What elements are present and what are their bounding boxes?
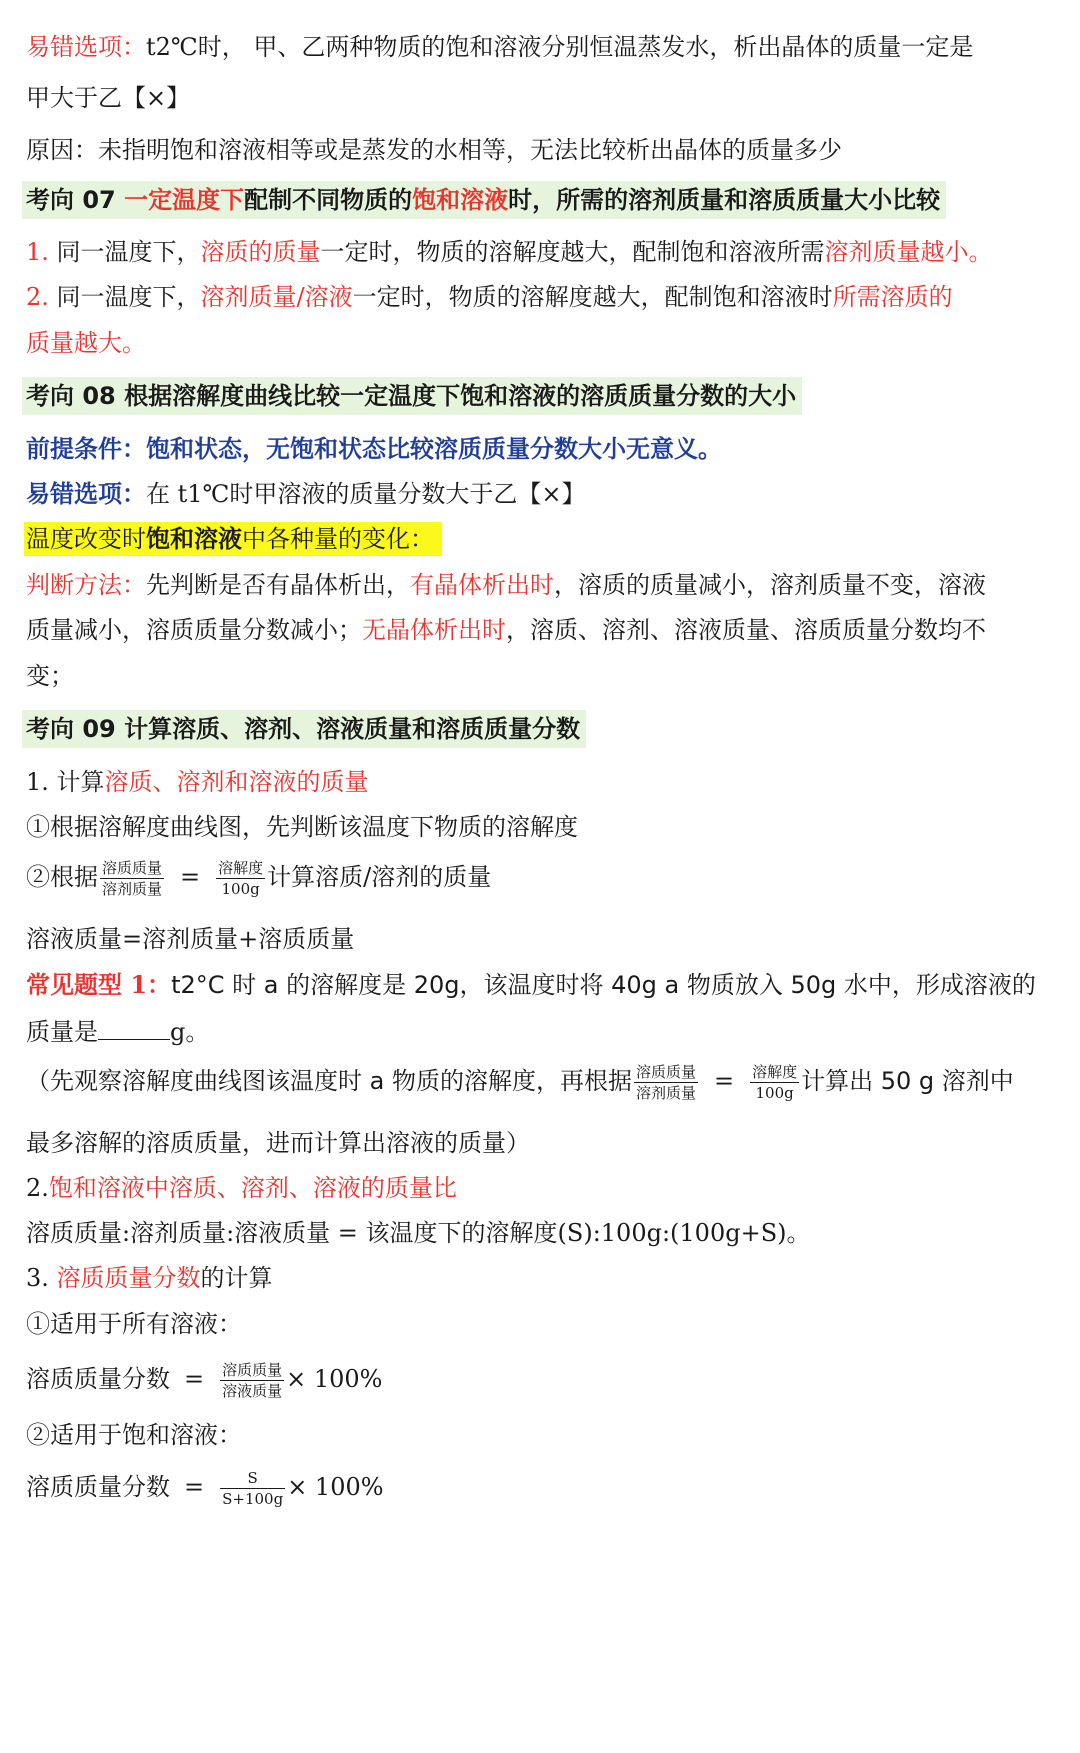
calc-1-key: 溶质、溶剂和溶液的质量 bbox=[104, 768, 369, 796]
saturated-solutions-line bbox=[26, 1418, 1054, 1452]
error-option-text-cont: 甲大于乙【×】 bbox=[26, 84, 191, 112]
error-option-2-text: 在 t1℃时甲溶液的质量分数大于乙【×】 bbox=[146, 480, 586, 508]
precondition-text: 前提条件：饱和状态，无饱和状态比较溶质质量分数大小无意义。 bbox=[26, 434, 722, 463]
question-type-1-unit: g。 bbox=[170, 1018, 210, 1046]
mass-fraction-label-1: 溶质质量分数 bbox=[26, 1365, 170, 1393]
precondition-line bbox=[26, 432, 1054, 466]
rule-2-text-1: 同一温度下， bbox=[56, 283, 201, 311]
judgment-method-text-4: ，溶质、溶剂、溶液质量、溶质质量分数均不 bbox=[506, 616, 986, 644]
rule-1-text-2: 一定时，物质的溶解度越大，配制饱和溶液所需 bbox=[320, 238, 825, 266]
ratio-fraction-2 bbox=[216, 858, 265, 899]
calc-2-number: 2. bbox=[26, 1174, 49, 1202]
calc-2-line bbox=[26, 1171, 1054, 1205]
rule-1-line bbox=[26, 235, 1054, 269]
calc-3-number: 3. bbox=[26, 1264, 49, 1292]
calc-3-suffix: 的计算 bbox=[200, 1264, 273, 1292]
hint-text-1: （先观察溶解度曲线图该温度时 a 物质的溶解度，再根据 bbox=[26, 1067, 632, 1095]
error-option-label: 易错选项： bbox=[26, 33, 146, 61]
question-type-1-line-cont bbox=[26, 1013, 1054, 1049]
section-07-text-2: 时，所需的溶剂质量和溶质质量大小比较 bbox=[508, 186, 941, 214]
calc-1-line bbox=[26, 765, 1054, 799]
hint-text-3: 最多溶解的溶质质量，进而计算出溶液的质量） bbox=[26, 1129, 530, 1157]
ratio-fraction-1-numerator: 溶质质量 bbox=[102, 859, 163, 877]
section-08-title: 考向 08 根据溶解度曲线比较一定温度下饱和溶液的溶质质量分数的大小 bbox=[22, 377, 802, 415]
hint-fraction-2 bbox=[750, 1062, 799, 1103]
all-solutions-line bbox=[26, 1307, 1054, 1341]
ratio-fraction-2-numerator: 溶解度 bbox=[218, 859, 264, 877]
error-option-line bbox=[26, 30, 1054, 64]
section-09-title: 考向 09 计算溶质、溶剂、溶液质量和溶质质量分数 bbox=[22, 710, 586, 748]
hint-fraction-1 bbox=[634, 1062, 698, 1103]
rule-2-text-2: 一定时，物质的溶解度越大，配制饱和溶液时 bbox=[352, 283, 833, 311]
mass-ratio-line bbox=[26, 1216, 1054, 1250]
question-type-1-text: t2°C 时 a 的溶解度是 20g，该温度时将 40g a 物质放入 50g 水中，形成溶液的 bbox=[171, 971, 1036, 999]
question-type-1-text-cont: 质量是 bbox=[26, 1018, 98, 1046]
judgment-method-text-2: ，溶质的质量减小，溶剂质量不变，溶液 bbox=[554, 571, 986, 599]
rule-2-key-2-cont: 质量越大。 bbox=[26, 329, 146, 357]
ratio-fraction-2-denominator: 100g bbox=[221, 880, 260, 898]
error-option-2-line bbox=[26, 477, 1054, 511]
reason-line bbox=[26, 133, 1054, 167]
equals-sign: = bbox=[180, 863, 201, 891]
hint-equals-sign: = bbox=[713, 1067, 735, 1095]
mass-fraction-numerator-2: S bbox=[220, 1468, 285, 1489]
hint-fraction-1-denominator: 溶剂质量 bbox=[635, 1084, 696, 1102]
section-09-heading bbox=[26, 710, 1054, 748]
all-solutions-text: ①适用于所有溶液： bbox=[26, 1310, 242, 1338]
mass-fraction-numerator-1: 溶质质量 bbox=[222, 1361, 283, 1379]
hint-line bbox=[26, 1062, 1054, 1103]
mass-ratio-formula: 溶质质量:溶剂质量:溶液质量 = 该温度下的溶解度(S):100g:(100g+S)。 bbox=[26, 1219, 811, 1247]
solution-mass-line bbox=[26, 922, 1054, 956]
calc-3-line bbox=[26, 1261, 1054, 1295]
rule-1-number: 1. bbox=[26, 238, 49, 266]
judgment-method-line-2 bbox=[26, 613, 1054, 647]
rule-2-key-1: 溶剂质量/溶液 bbox=[200, 283, 353, 311]
question-type-1-line bbox=[26, 968, 1054, 1002]
calc-step-2-line bbox=[26, 858, 1054, 899]
judgment-method-text-3: 质量减小，溶质质量分数减小； bbox=[26, 616, 362, 644]
hint-fraction-1-numerator: 溶质质量 bbox=[635, 1063, 696, 1081]
mass-fraction-percent-2: × 100% bbox=[287, 1473, 384, 1501]
section-07-text-1: 配制不同物质的 bbox=[244, 186, 413, 214]
judgment-method-text-1: 先判断是否有晶体析出， bbox=[146, 571, 410, 599]
temperature-change-text-1: 温度改变时 bbox=[26, 525, 146, 553]
temperature-change-key: 饱和溶液 bbox=[146, 524, 242, 553]
mass-fraction-denominator-1: 溶液质量 bbox=[222, 1382, 283, 1400]
rule-2-key-2: 所需溶质的 bbox=[832, 283, 953, 311]
rule-2-line bbox=[26, 280, 1054, 314]
calc-1-prefix: 1. 计算 bbox=[26, 768, 105, 796]
judgment-method-text-5: 变； bbox=[26, 662, 74, 690]
solution-mass-formula: 溶液质量=溶剂质量+溶质质量 bbox=[26, 925, 355, 953]
calc-step-2-suffix: 计算溶质/溶剂的质量 bbox=[267, 863, 492, 891]
rule-2-number: 2. bbox=[26, 283, 49, 311]
mass-fraction-label-2: 溶质质量分数 bbox=[26, 1473, 170, 1501]
calc-step-2-prefix: ②根据 bbox=[26, 863, 98, 891]
mass-fraction-denominator-2: S+100g bbox=[222, 1490, 284, 1508]
calc-step-1-line bbox=[26, 810, 1054, 844]
rule-1-key-1: 溶质的质量 bbox=[200, 238, 321, 266]
rule-1-text-1: 同一温度下， bbox=[56, 238, 201, 266]
mass-fraction-percent-1: × 100% bbox=[286, 1365, 383, 1393]
mass-fraction-equals-2: = bbox=[184, 1473, 205, 1501]
rule-1-key-2: 溶剂质量越小。 bbox=[824, 238, 993, 266]
section-07-number: 考向 07 bbox=[26, 186, 125, 214]
saturated-solutions-text: ②适用于饱和溶液： bbox=[26, 1421, 242, 1449]
answer-blank[interactable] bbox=[98, 1013, 170, 1040]
ratio-fraction-1-denominator: 溶剂质量 bbox=[102, 880, 163, 898]
error-option-text: t2℃时， 甲、乙两种物质的饱和溶液分别恒温蒸发水，析出晶体的质量一定是 bbox=[146, 33, 974, 61]
calc-2-key: 饱和溶液中溶质、溶剂、溶液的质量比 bbox=[48, 1174, 457, 1202]
section-07-heading bbox=[26, 181, 1054, 219]
hint-text-2: 计算出 50 g 溶剂中 bbox=[801, 1067, 1014, 1095]
hint-line-cont bbox=[26, 1126, 1054, 1160]
judgment-method-key-1: 有晶体析出时 bbox=[410, 571, 554, 599]
error-option-2-label: 易错选项： bbox=[26, 479, 146, 508]
section-08-heading bbox=[26, 377, 1054, 415]
calc-step-1-text: ①根据溶解度曲线图，先判断该温度下物质的溶解度 bbox=[26, 813, 578, 841]
question-type-1-label: 常见题型 1： bbox=[26, 970, 172, 999]
temperature-change-highlight bbox=[24, 522, 442, 556]
mass-fraction-fraction-2 bbox=[220, 1468, 285, 1509]
judgment-method-key-2: 无晶体析出时 bbox=[362, 616, 506, 644]
judgment-method-line-3 bbox=[26, 659, 1054, 693]
judgment-method-line bbox=[26, 568, 1054, 602]
reason-text: 原因：未指明饱和溶液相等或是蒸发的水相等，无法比较析出晶体的质量多少 bbox=[26, 136, 842, 164]
error-option-line-cont bbox=[26, 81, 1054, 115]
temperature-change-line bbox=[26, 522, 1054, 556]
judgment-method-label: 判断方法： bbox=[26, 571, 146, 599]
mass-fraction-equals-1: = bbox=[184, 1365, 205, 1393]
hint-fraction-2-denominator: 100g bbox=[755, 1084, 794, 1102]
section-07-title bbox=[22, 181, 946, 219]
mass-fraction-formula-2 bbox=[26, 1468, 1054, 1509]
hint-fraction-2-numerator: 溶解度 bbox=[752, 1063, 798, 1081]
mass-fraction-formula-1 bbox=[26, 1360, 1054, 1401]
calc-3-key: 溶质质量分数 bbox=[56, 1264, 201, 1292]
mass-fraction-fraction-1 bbox=[220, 1360, 284, 1401]
section-07-key-1: 一定温度下 bbox=[124, 186, 245, 214]
temperature-change-text-2: 中各种量的变化： bbox=[242, 525, 434, 553]
ratio-fraction-1 bbox=[100, 858, 164, 899]
section-07-key-2: 饱和溶液 bbox=[412, 186, 509, 214]
rule-2-line-cont bbox=[26, 326, 1054, 360]
